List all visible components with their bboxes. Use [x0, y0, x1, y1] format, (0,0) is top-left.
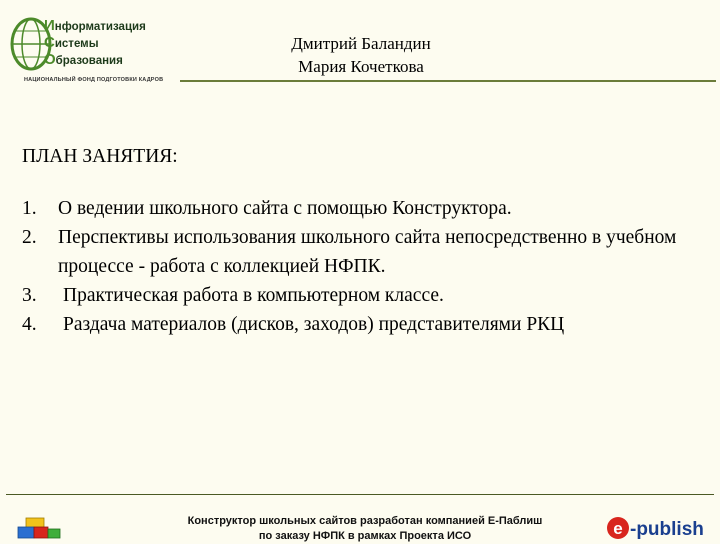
plan-item-number: 1.	[22, 198, 37, 219]
footer-line: Конструктор школьных сайтов разработан компанией Е-Паблиш	[187, 515, 543, 527]
plan-title: ПЛАН ЗАНЯТИЯ:	[22, 146, 178, 167]
slide-content	[22, 146, 702, 339]
footer-line: по заказу НФПК в рамках Проекта ИСО	[258, 530, 472, 542]
epublish-wordmark: -publish	[630, 519, 704, 540]
plan-item-text: Перспективы использования школьного сайта непосредственно в учебном процессе - работа с коллекцией НФПК.	[58, 227, 677, 277]
author-name: Мария Кочеткова	[298, 57, 424, 76]
logo-cap-1: И	[44, 17, 55, 34]
header-divider	[180, 80, 716, 82]
plan-item	[22, 281, 702, 310]
logo-word-3: бразования	[55, 55, 123, 67]
plan-item	[22, 194, 702, 223]
footer-divider	[6, 494, 714, 495]
plan-item	[22, 223, 702, 281]
plan-item-text: Практическая работа в компьютерном классе.	[63, 285, 444, 306]
plan-list	[22, 194, 702, 339]
plan-item-number: 3.	[22, 285, 37, 306]
iso-logo	[10, 14, 164, 92]
slide-header	[0, 0, 720, 92]
logo-cap-3: О	[44, 51, 56, 68]
plan-item-number: 4.	[22, 314, 37, 335]
plan-item	[22, 310, 702, 339]
plan-item-text: Раздача материалов (дисков, заходов) представителями РКЦ	[63, 314, 565, 335]
logo-cap-2: С	[44, 34, 55, 51]
plan-item-text: О ведении школьного сайта с помощью Конструктора.	[58, 198, 512, 219]
logo-word-2: истемы	[54, 38, 99, 50]
building-blocks-icon	[16, 514, 62, 540]
authors-block	[230, 32, 492, 78]
logo-word-1: нформатизация	[54, 21, 146, 33]
plan-item-number: 2.	[22, 227, 37, 248]
author-name: Дмитрий Баландин	[291, 34, 431, 53]
svg-text:e: e	[613, 519, 623, 538]
epublish-logo	[604, 512, 716, 540]
logo-subtitle: НАЦИОНАЛЬНЫЙ ФОНД ПОДГОТОВКИ КАДРОВ	[24, 77, 164, 83]
